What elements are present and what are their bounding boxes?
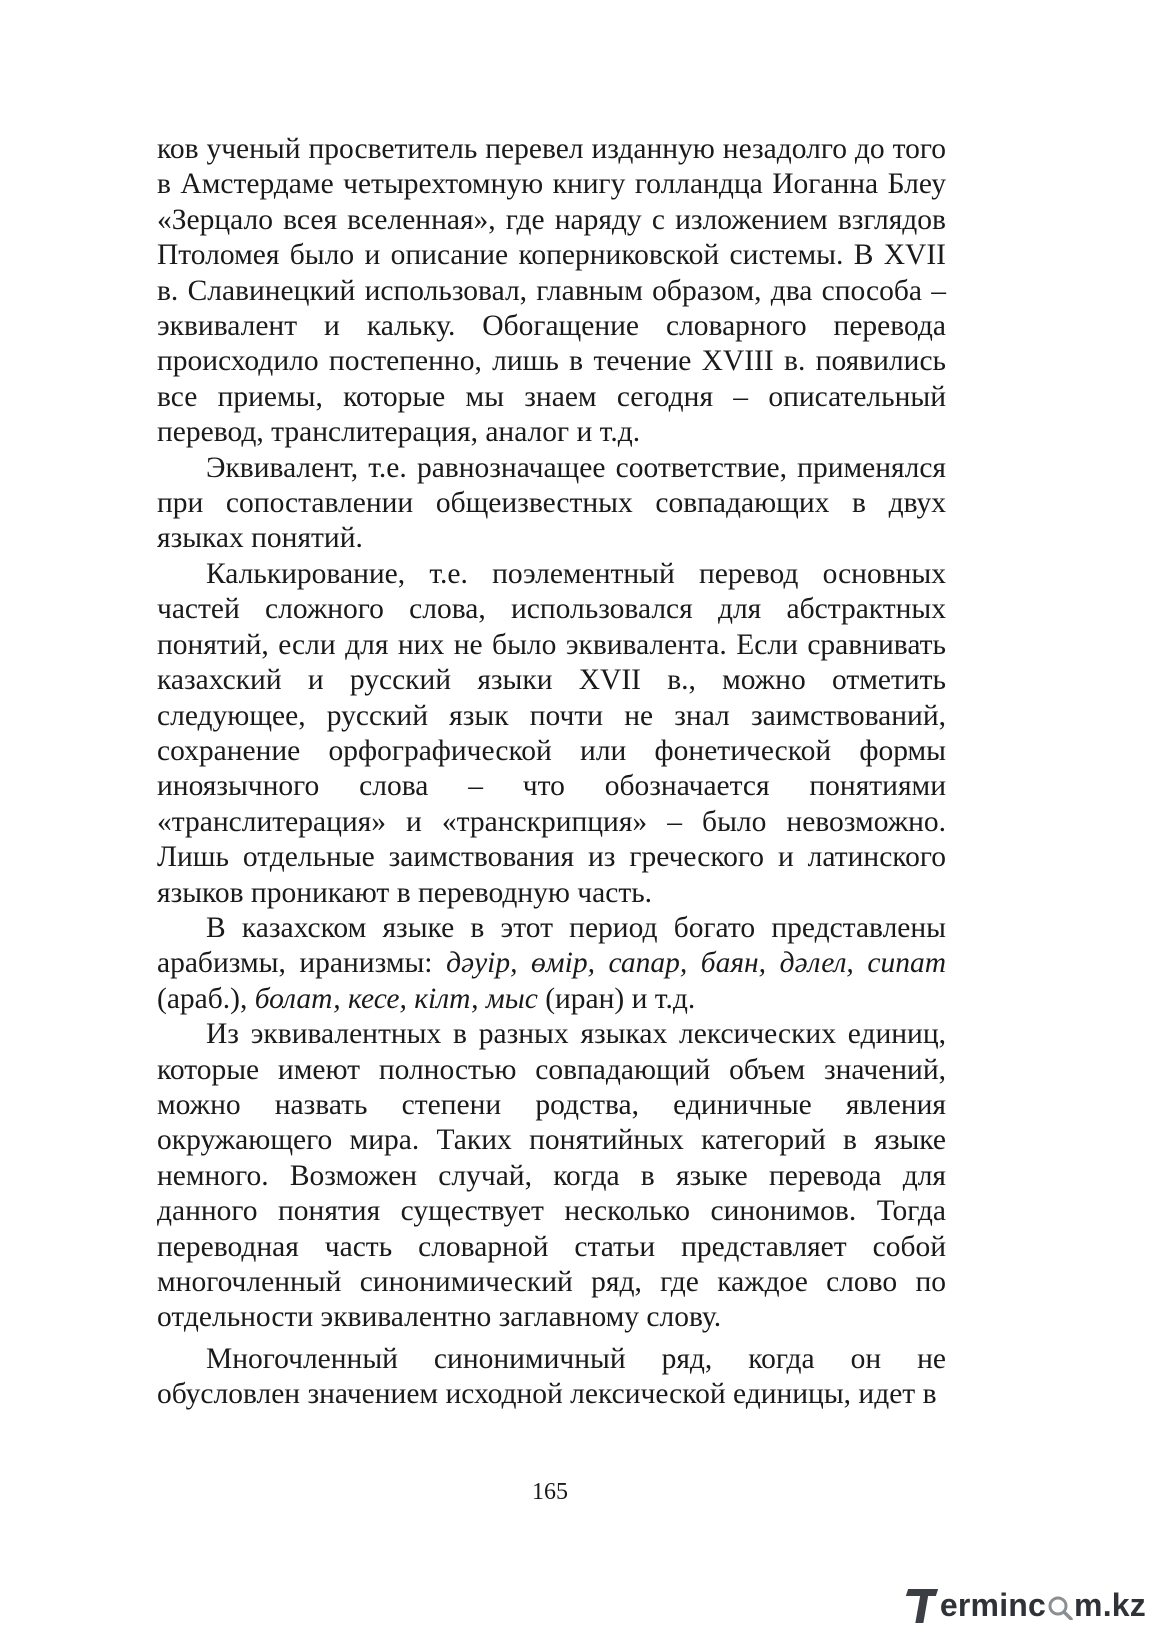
paragraph-5: Из эквивалентных в разных языках лексических единиц, которые имеют полностью совпадающий объем значений, можно назвать степени родства, единичные явления окружающего мира. Таких понятийных категорий в языке немного. Возможен случай, когда в языке перевода для данного понятия существует несколько синонимов. Тогда переводная часть словарной статьи представляет собой многочленный синонимический ряд, где каждое слово по отдельности эквивалентно заглавному слову.	[157, 1018, 946, 1334]
watermark-text-part1: erminc	[939, 1586, 1047, 1623]
paragraph-3: Калькирование, т.е. поэлементный перевод основных частей сложного слова, использовался для абстрактных понятий, если для них не было эквивалента. Если сравнивать казахский и русский языки XVII в., можно отметить следующее, русский язык почти не знал заимствований, сохранение орфографической или фонетической формы иноязычного слова – что обозначается понятиями «транслитерация» и «транскрипция» – было невозможно. Лишь отдельные заимствования из греческого и латинского языков проникают в переводную часть.	[157, 557, 946, 909]
watermark-t-logo	[905, 1583, 939, 1627]
watermark-text-part2: m.kz	[1074, 1586, 1146, 1623]
iranian-examples: болат, кесе, кілт, мыс	[254, 982, 538, 1015]
paragraph-2: Эквивалент, т.е. равнозначащее соответствие, применялся при сопоставлении общеизвестных совпадающих в двух языках понятий.	[157, 451, 946, 555]
paragraph-1: ков ученый просветитель перевел изданную незадолго до того в Амстердаме четырехтомную книгу голландца Иоганна Блеу «Зерцало всея вселенная», где наряду с изложением взглядов Птоломея было и описание коперниковской системы. В XVII в. Славинецкий использовал, главным образом, два способа – эквивалент и кальку. Обогащение словарного перевода происходило постепенно, лишь в течение XVIII в. появились все приемы, которые мы знаем сегодня – описательный перевод, транслитерация, аналог и т.д.	[157, 133, 946, 449]
iranian-tag: (иран) и т.д.	[537, 982, 696, 1015]
paragraph-6: Многочленный синонимичный ряд, когда он не обусловлен значением исходной лексической единицы, идет в	[157, 1342, 946, 1411]
magnifier-icon	[1047, 1590, 1073, 1620]
page-body	[157, 132, 946, 1413]
page-number: 165	[532, 1479, 568, 1505]
arabic-tag: (араб.),	[157, 982, 255, 1015]
termincom-watermark	[905, 1581, 1146, 1629]
arabic-examples: дәуір, өмір, сапар, баян, дәлел, сипат	[446, 947, 946, 980]
paragraph-4-lead: В казахском языке в этот период богато представлены арабизмы, иранизмы:	[157, 911, 946, 980]
paragraph-4	[157, 911, 946, 1017]
